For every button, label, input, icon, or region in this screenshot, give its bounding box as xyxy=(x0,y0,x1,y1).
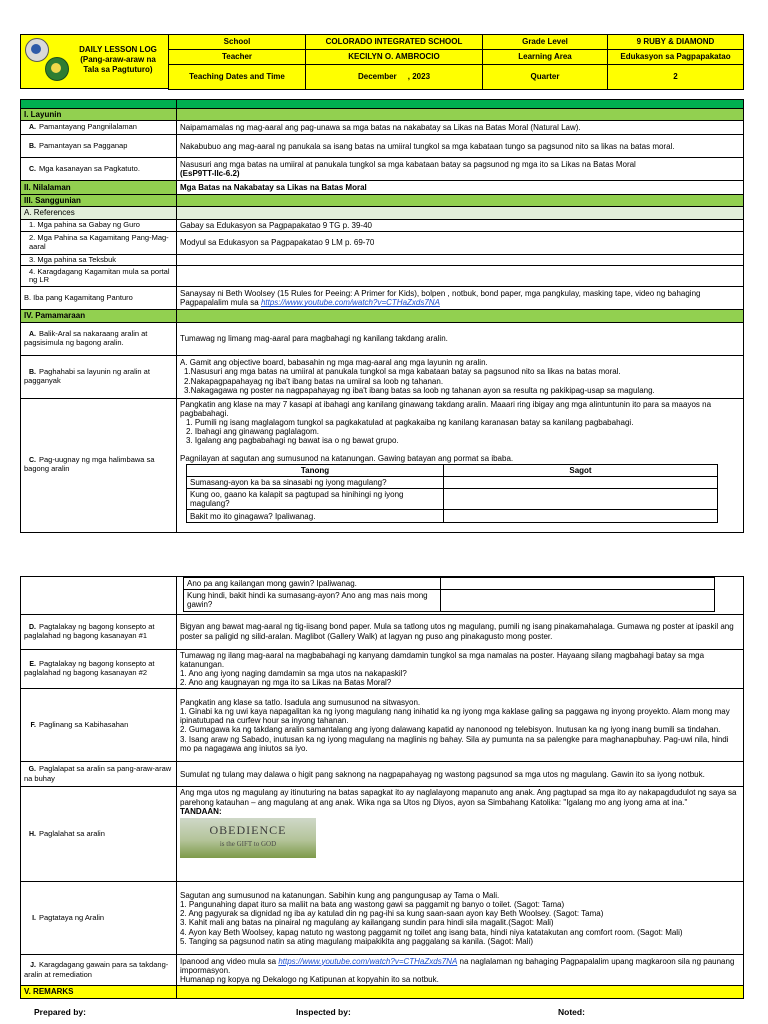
row-label-PG: G. Paglalapat sa aralin sa pang-araw-araw na buhay xyxy=(21,762,177,787)
row-content-PE: Tumawag ng ilang mag-aaral na magbabahagi ng kanyang damdamin tungkol sa mga namalas na poster. Hayaang silang magbahagi batay sa mga katanungan. 1. Ano ang iyong naging damdamin sa mga utos na nakapaskil? 2. Ano ang kaugnayan ng mga ito sa Likas na Batas Moral? xyxy=(177,649,744,689)
section-remarks: V. REMARKS xyxy=(21,986,177,998)
row-content-PF: Pangkatin ang klase sa tatlo. Isadula ang sumusunod na sitwasyon. 1. Ginabi ka ng uwi kaya napagalitan ka ng iyong magulang nang inihatid ka ng iyong mga kaklase galing sa paggawa ng inyong proyekto. Alam mong may ipinatutupad na curfew hour sa inyong tahanan. 2. Gumagawa ka ng takdang aralin samantalang ang iyong dalawang kapatid ay nanonood ng telebisyon. Inutusan ka ng iyong inang bumili sa tindahan. 3. Isang araw ng Sabado, inutusan ka ng iyong magulang na maglinis ng bahay. Sila ay pumunta na sa palengke para maghanapbuhay. Pag-uwi nila, hindi mo pa nagagawa ang iniutos sa iyo. xyxy=(177,689,744,762)
prepared-by-label: Prepared by: xyxy=(34,1007,86,1017)
row-content-PA: Tumawag ng limang mag-aaral para magbahagi ng kanilang takdang aralin. xyxy=(177,322,744,355)
dates-label: Teaching Dates and Time xyxy=(169,65,306,90)
ref-b-content: Sanaysay ni Beth Woolsey (15 Rules for Peeing: A Primer for Kids), bolpen , notbuk, bond paper, mga pangkulay, masking tape, video ng bahaging Pagpapalalim mula sa https://www.youtube.com/watch?v=CTHaZxds7NA xyxy=(177,287,744,310)
teacher-label: Teacher xyxy=(169,50,306,65)
row-content-A: Naipamamalas ng mag-aaral ang pag-unawa sa mga batas na nakabatay sa Likas na Batas Moral (Natural Law). xyxy=(177,121,744,135)
youtube-link-1[interactable]: https://www.youtube.com/watch?v=CTHaZxds7NA xyxy=(260,298,440,308)
ref-4-label: 4. Karagdagang Kagamitan mula sa portal ng LR xyxy=(21,266,177,287)
ref-b-label: B. Iba pang Kagamitang Panturo xyxy=(21,287,177,310)
grade-label: Grade Level xyxy=(483,35,608,50)
area-value: Edukasyon sa Pagpapakatao xyxy=(608,50,744,65)
answer-1[interactable] xyxy=(444,476,718,488)
section-pamamaraan: IV. Pamamaraan xyxy=(21,310,177,322)
row-content-PI: Sagutan ang sumusunod na katanungan. Sabihin kung ang pangungusap ay Tama o Mali. 1. Pangunahing dapat ituro sa maliit na bata ang wastong gawi sa paggamit ng banyo o toilet. (Sagot: Tama) 2. Ang pagyurak sa dignidad ng iba ay katulad din ng pag-ihi sa kung saan-saan ayon kay Beth Woolsey. (Sagot: Tama) 3. Kahit mali ang batas na pinairal ng magulang ay kailangang sundin para hindi sila magalit.(Sagot: Mali) 4. Ayon kay Beth Woolsey, kapag natuto ng wastong paggamit ng toilet ang isang bata, hindi niya katatakutan ang comfort room. (Sagot: Mali) 5. Tanging sa pagsunod natin sa ating magulang maipakikita ang paggalang sa kanila. (Sagot: Mali) xyxy=(177,882,744,955)
answer-5[interactable] xyxy=(441,590,715,611)
lesson-table-page2 xyxy=(20,576,744,999)
row-content-B: Nakabubuo ang mag-aaral ng panukala sa isang batas na umiiral tungkol sa mga kabataan tungo sa pagsunod nito sa likas na batas moral. xyxy=(177,135,744,158)
quarter-label: Quarter xyxy=(483,65,608,90)
question-table xyxy=(186,464,718,524)
row-content-PH: Ang mga utos ng magulang ay itinuturing na batas sapagkat ito ay naglalayong mapanuto ang anak. Ang pagtupad sa mga ito ay nakapagdudulot ng saya sa parehong katauhan – ang magulang at ang anak. Wika nga sa Utos ng Diyos, ayon sa Simbahang Katolika: "Igalang mo ang iyong ama at ina." TANDAAN: OBEDIENCE is the GIFT to GOD xyxy=(177,787,744,882)
row-content-PB: A. Gamit ang objective board, babasahin ng mga mag-aaral ang mga layunin ng aralin. 1.Nasusuri ang mga batas na umiiral at panukala tungkol sa mga kabataan batay sa pagsunod nito sa likas na batas moral. 2.Nakapagpapahayag ng iba't ibang batas na umiiral sa loob ng tahanan. 3.Nakagagawa ng poster na nagpapahayag ng iba't ibang batas sa loob ng tahanan ayon sa resulta ng pakikipag-usap sa magulang. xyxy=(177,355,744,398)
q-header-sagot: Sagot xyxy=(444,464,718,476)
row-content-PG: Sumulat ng tulang may dalawa o higit pang saknong na nagpapahayag ng wastong pagsunod sa mga utos ng magulang. Gawin ito sa iyong notbuk. xyxy=(177,762,744,787)
question-2: Kung oo, gaano ka kalapit sa pagtupad sa hinihingi ng iyong magulang? xyxy=(187,489,444,510)
row-label-PJ: J. Karagdagang gawain para sa takdang-aralin at remediation xyxy=(21,955,177,986)
area-label: Learning Area xyxy=(483,50,608,65)
school-label: School xyxy=(169,35,306,50)
row-label-C: C. Mga kasanayan sa Pagkatuto. xyxy=(21,158,177,181)
question-5: Kung hindi, bakit hindi ka sumasang-ayon? Ano ang mas nais mong gawin? xyxy=(184,590,441,611)
obedience-image: OBEDIENCE is the GIFT to GOD xyxy=(180,818,316,858)
row-label-PD: D. Pagtalakay ng bagong konsepto at paglalahad ng bagong kasanayan #1 xyxy=(21,614,177,649)
youtube-link-2[interactable]: https://www.youtube.com/watch?v=CTHaZxds7NA xyxy=(278,956,458,966)
answer-3[interactable] xyxy=(444,510,718,523)
lesson-table-page1 xyxy=(20,99,744,533)
division-seal-icon xyxy=(45,57,69,81)
question-4: Ano pa ang kailangan mong gawin? Ipaliwanag. xyxy=(184,578,441,590)
question-3: Bakit mo ito ginagawa? Ipaliwanag. xyxy=(187,510,444,523)
header-info-table xyxy=(168,34,744,90)
ref-2-content: Modyul sa Edukasyon sa Pagpapakatao 9 LM p. 69-70 xyxy=(177,231,744,254)
dates-value: December , 2023 xyxy=(306,65,483,90)
question-table-cont xyxy=(183,577,715,612)
nilalaman-content: Mga Batas na Nakabatay sa Likas na Batas Moral xyxy=(177,181,744,195)
q-header-tanong: Tanong xyxy=(187,464,444,476)
ref-1-label: 1. Mga pahina sa Gabay ng Guro xyxy=(21,219,177,231)
section-layunin: I. Layunin xyxy=(21,109,177,121)
row-label-PH: H. Paglalahat sa aralin xyxy=(21,787,177,882)
noted-label: Noted: xyxy=(558,1007,585,1017)
row-label-B: B. Pamantayan sa Pagganap xyxy=(21,135,177,158)
row-label-PC: C. Pag-uugnay ng mga halimbawa sa bagong aralin xyxy=(21,398,177,532)
quarter-value: 2 xyxy=(608,65,744,90)
row-label-PF: F. Paglinang sa Kabihasahan xyxy=(21,689,177,762)
answer-2[interactable] xyxy=(444,489,718,510)
ref-3-label: 3. Mga pahina sa Teksbuk xyxy=(21,254,177,266)
row-label-PI: I. Pagtataya ng Aralin xyxy=(21,882,177,955)
section-sanggunian: III. Sanggunian xyxy=(21,195,177,207)
row-label-PA: A. Balik-Aral sa nakaraang aralin at pagsisimula ng bagong aralin. xyxy=(21,322,177,355)
answer-4[interactable] xyxy=(441,578,715,590)
row-content-C: Nasusuri ang mga batas na umiiral at panukala tungkol sa mga kabataan batay sa pagsunod ng mga ito sa Likas na Batas Moral (EsP9TT-IIc-6.2) xyxy=(177,158,744,181)
grade-value: 9 RUBY & DIAMOND xyxy=(608,35,744,50)
deped-seal-icon xyxy=(25,38,49,62)
school-value: COLORADO INTEGRATED SCHOOL xyxy=(306,35,483,50)
inspected-by-label: Inspected by: xyxy=(296,1007,351,1017)
row-content-PJ: Ipanood ang video mula sa https://www.youtube.com/watch?v=CTHaZxds7NA na naglalaman ng bahaging Pagpapalalim upang magkaroon sila ng paunang impormasyon. Humanap ng kopya ng Dekalogo ng Katipunan at kopyahin ito sa notbuk. xyxy=(177,955,744,986)
teacher-value: KECILYN O. AMBROCIO xyxy=(306,50,483,65)
page-title: DAILY LESSON LOG (Pang-araw-araw na Tala sa Pagtuturo) xyxy=(79,45,157,74)
row-content-PC: Pangkatin ang klase na may 7 kasapi at ibahagi ang kanilang ginawang takdang aralin. Maaari ring ibigay ang mga alintuntunin ito para sa maayos na pagbabahagi. 1. Pumili ng isang maglalagom tungkol sa pagkakatulad at pagkakaiba ng kanilang karanasan batay sa kanilang pagbabahagi. 2. Ibahagi ang ginawang paglalagom. 3. Igalang ang pagbabahagi ng bawat isa o ng bawat grupo. Pagnilayan at sagutan ang sumusunod na katanungan. Gawing batayan ang pormat sa ibaba. Tanong Sagot Sumasang-ayon ka ba sa sinasabi ng iyong magulang? Kung oo, gaano ka kalapit sa pagtupad sa hinihingi ng iyong magulang? Bakit mo ito ginagawa? Ipaliwanag. xyxy=(177,398,744,532)
row-label-PE: E. Pagtalakay ng bagong konsepto at paglalahad ng bagong kasanayan #2 xyxy=(21,649,177,689)
references-heading: A. References xyxy=(21,207,177,219)
section-nilalaman: II. Nilalaman xyxy=(21,181,177,195)
row-label-PB: B. Paghahabi sa layunin ng aralin at pagganyak xyxy=(21,355,177,398)
row-content-PD: Bigyan ang bawat mag-aaral ng tig-iisang bond paper. Mula sa tatlong utos ng magulang, pumili ng isang pinakamahalaga. Gumawa ng poster at ipaskil ang poster sa paligid ng silid-aralan. Maglibot (Gallery Walk) at lagyan ng puso ang pinakagusto mong poster. xyxy=(177,614,744,649)
ref-2-label: 2. Mga Pahina sa Kagamitang Pang-Mag-aaral xyxy=(21,231,177,254)
question-1: Sumasang-ayon ka ba sa sinasabi ng iyong magulang? xyxy=(187,476,444,488)
ref-1-content: Gabay sa Edukasyon sa Pagpapakatao 9 TG p. 39-40 xyxy=(177,219,744,231)
header-block xyxy=(20,34,744,89)
header-title-box xyxy=(20,34,170,89)
row-label-A: A. Pamantayang Pangnilalaman xyxy=(21,121,177,135)
